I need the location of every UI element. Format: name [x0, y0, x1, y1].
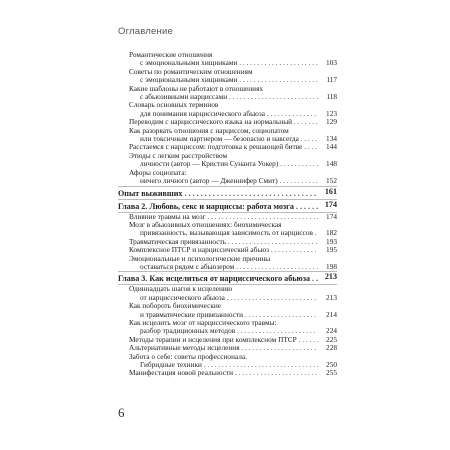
toc-entry — [118, 127, 337, 135]
toc-entry-page: 174 — [326, 211, 337, 221]
toc-chapter-heading — [118, 200, 337, 213]
toc-entry-page: 117 — [326, 75, 337, 85]
toc-entry-page: 134 — [326, 134, 337, 144]
toc-entry — [118, 177, 337, 185]
toc-entry-page: 193 — [326, 236, 337, 246]
toc-entry-title: Переводим с нарциссического языка на нормальный . . . — [118, 118, 318, 126]
toc-entry-page: 118 — [326, 92, 337, 102]
toc-entry-page: 195 — [326, 245, 337, 255]
toc-entry — [118, 327, 337, 335]
toc-entry-title: Афоры социопата: — [129, 168, 187, 177]
toc-entry — [118, 361, 337, 369]
toc-entry — [118, 285, 337, 293]
toc-entry-title: от нарциссического абьюза . . . — [118, 294, 318, 302]
toc-entry-title: Манифестация новой реальности . . . — [118, 369, 318, 377]
toc-entry-title: привязанность, вызывающая зависимость от нарциссов . . . — [118, 229, 318, 237]
toc-entry-title: Мозг в абьюзивных отношениях: биохимическая — [129, 220, 282, 229]
toc-entry-page: 144 — [326, 142, 337, 152]
toc-entry — [118, 311, 337, 319]
toc-entry-page: 250 — [326, 360, 337, 369]
toc-entry-page: 214 — [326, 309, 337, 319]
toc-entry-title: Глава 2. Любовь, секс и нарциссы: работа мозга . . . — [118, 202, 318, 211]
toc-entry-title: Советы по романтическим отношениям — [129, 67, 253, 76]
toc-entry-title: Травматическая привязанность . . . — [118, 238, 318, 246]
toc-entry — [118, 263, 337, 271]
toc-entry — [118, 160, 337, 168]
toc-chapter-heading — [118, 186, 337, 200]
toc-entry — [118, 353, 337, 361]
toc-entry — [118, 255, 337, 263]
toc-entry-page: 123 — [326, 108, 337, 118]
toc-entry-title: Какие шаблоны не работают в отношениях — [129, 84, 264, 93]
toc-entry — [118, 152, 337, 160]
toc-entry — [118, 101, 337, 109]
toc-entry-page: 213 — [326, 292, 337, 302]
table-of-contents — [118, 51, 337, 378]
toc-entry-title: Романтические отношения — [129, 51, 213, 59]
toc-entry — [118, 302, 337, 310]
toc-entry-title: с эмоциональными хищниками . . . — [118, 59, 318, 67]
toc-entry-page: 148 — [326, 159, 337, 169]
toc-chapter-heading — [118, 271, 337, 285]
toc-entry-title: с эмоциональными хищниками . . . — [118, 76, 318, 84]
toc-entry-title: Как побороть биохимические — [129, 302, 222, 311]
toc-entry-page: 152 — [326, 176, 337, 186]
toc-entry — [118, 59, 337, 67]
toc-entry — [118, 76, 337, 84]
toc-entry — [118, 51, 337, 59]
toc-entry — [118, 344, 337, 352]
page-number: 6 — [118, 405, 125, 420]
toc-entry-title: Гибридные техники . . . — [118, 361, 318, 369]
toc-entry-page: 129 — [326, 117, 337, 127]
toc-entry-title: и травматические привязанности . . . — [118, 311, 318, 319]
toc-entry — [118, 93, 337, 101]
toc-entry — [118, 238, 337, 246]
toc-entry-title: или токсичным партнером — безопасно и навсегда . . . — [118, 135, 318, 143]
toc-entry-title: Методы терапии и исцеления при комплексном ПТСР . . . — [118, 336, 318, 344]
toc-entry — [118, 369, 337, 377]
toc-entry — [118, 118, 337, 126]
toc-entry-page: 103 — [326, 58, 337, 68]
toc-entry-title: с абьюзивными нарциссами . . . — [118, 93, 318, 101]
toc-entry-page: 174 — [324, 199, 337, 209]
toc-entry-title: личности (автор — Кристин Сунанта Уокер) . . . — [118, 160, 318, 168]
toc-entry — [118, 110, 337, 118]
toc-entry-title: Как разорвать отношения с нарциссом, социопатом — [129, 126, 289, 135]
toc-entry-title: Глава 3. Как исцелиться от нарциссического абьюза . . . — [118, 274, 318, 283]
toc-entry-title: Альтернативные методы исцеления . . . — [118, 344, 318, 352]
toc-entry-page: 161 — [324, 186, 337, 196]
toc-entry-title: оставаться рядом с абьюзером . . . — [118, 263, 318, 271]
toc-entry-title: разбор традиционных методов . . . — [118, 327, 318, 335]
toc-entry-page: 182 — [326, 228, 337, 238]
toc-entry-page: 198 — [326, 261, 337, 271]
toc-entry-title: Комплексное ПТСР и нарциссический абьюз . . . — [118, 246, 318, 254]
toc-entry-page: 228 — [326, 343, 337, 353]
toc-entry-page: 255 — [326, 368, 337, 378]
toc-entry-page: 225 — [326, 334, 337, 344]
toc-entry — [118, 213, 337, 221]
toc-entry — [118, 336, 337, 344]
toc-entry-title: Влияние травмы на мозг . . . — [118, 213, 318, 221]
toc-entry-title: Забота о себе: советы профессионала. — [129, 352, 247, 361]
toc-entry-title: Расстаемся с нарциссом: подготовка к решающей битве . . . — [118, 143, 318, 151]
toc-entry — [118, 246, 337, 254]
toc-entry — [118, 85, 337, 93]
toc-entry-title: Словарь основных терминов — [129, 101, 219, 110]
toc-entry-title: Эмоциональные и психологические причины — [129, 254, 271, 263]
toc-entry-title: Одиннадцать шагов к исцелению — [129, 285, 233, 294]
toc-entry — [118, 221, 337, 229]
toc-entry — [118, 143, 337, 151]
toc-entry-title: для понимания нарциссического абьюза . . . — [118, 110, 318, 118]
toc-entry-title: Этюды с легким расстройством — [129, 151, 228, 160]
toc-entry — [118, 294, 337, 302]
toc-entry-title: Опыт выживших . . . — [118, 189, 318, 198]
toc-entry — [118, 135, 337, 143]
toc-entry — [118, 229, 337, 237]
toc-entry — [118, 169, 337, 177]
toc-entry-title: ничего личного (автор — Дженнифер Смит) . . . — [118, 177, 318, 185]
running-head: Оглавление — [118, 26, 173, 37]
toc-entry-title: Как исцелить мозг от нарциссического травмы: — [129, 318, 277, 327]
toc-entry-page: 213 — [324, 272, 337, 282]
toc-entry — [118, 68, 337, 76]
toc-entry — [118, 319, 337, 327]
toc-entry-page: 224 — [326, 326, 337, 336]
